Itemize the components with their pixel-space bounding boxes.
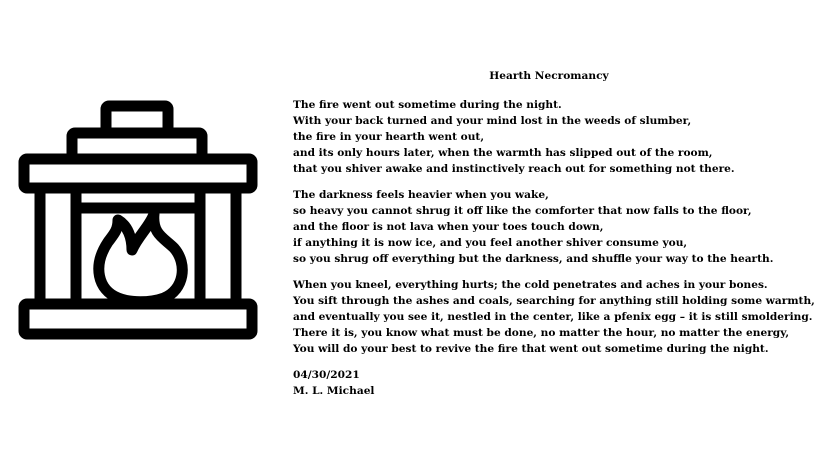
poem-line: and the floor is not lava when your toes touch down, — [293, 221, 604, 233]
poem-line: You will do your best to revive the fire that went out sometime during the night. — [293, 343, 769, 355]
poem-line: the fire in your hearth went out, — [293, 131, 485, 143]
poem-author: M. L. Michael — [293, 385, 375, 397]
fireplace-icon — [14, 98, 266, 344]
poem-date: 04/30/2021 — [293, 369, 360, 381]
poem-line: so you shrug off everything but the darkness, and shuffle your way to the hearth. — [293, 253, 774, 265]
poem-line: When you kneel, everything hurts; the cold penetrates and aches in your bones. — [293, 279, 768, 291]
poem-line: if anything it is now ice, and you feel another shiver consume you, — [293, 237, 688, 249]
poem-line: With your back turned and your mind lost in the weeds of slumber, — [293, 115, 692, 127]
stanza-1 — [293, 97, 813, 177]
poem-line: The darkness feels heavier when you wake, — [293, 189, 549, 201]
stanza-2 — [293, 187, 813, 267]
poem-line: that you shiver awake and instinctively reach out for something not there. — [293, 163, 735, 175]
poem-line: and its only hours later, when the warmth has slipped out of the room, — [293, 147, 713, 159]
poem-line: and eventually you see it, nestled in the center, like a pfenix egg – it is still smoldering. — [293, 311, 813, 323]
poem-title: Hearth Necromancy — [489, 70, 609, 82]
poem-line: so heavy you cannot shrug it off like the comforter that now falls to the floor, — [293, 205, 752, 217]
poem-line: There it is, you know what must be done, no matter the hour, no matter the energy, — [293, 327, 790, 339]
poem-line: The fire went out sometime during the night. — [293, 99, 562, 111]
stanza-3 — [293, 277, 813, 357]
poem — [293, 68, 813, 399]
signature — [293, 367, 813, 399]
poem-line: You sift through the ashes and coals, searching for anything still holding some warmth, — [293, 295, 815, 307]
